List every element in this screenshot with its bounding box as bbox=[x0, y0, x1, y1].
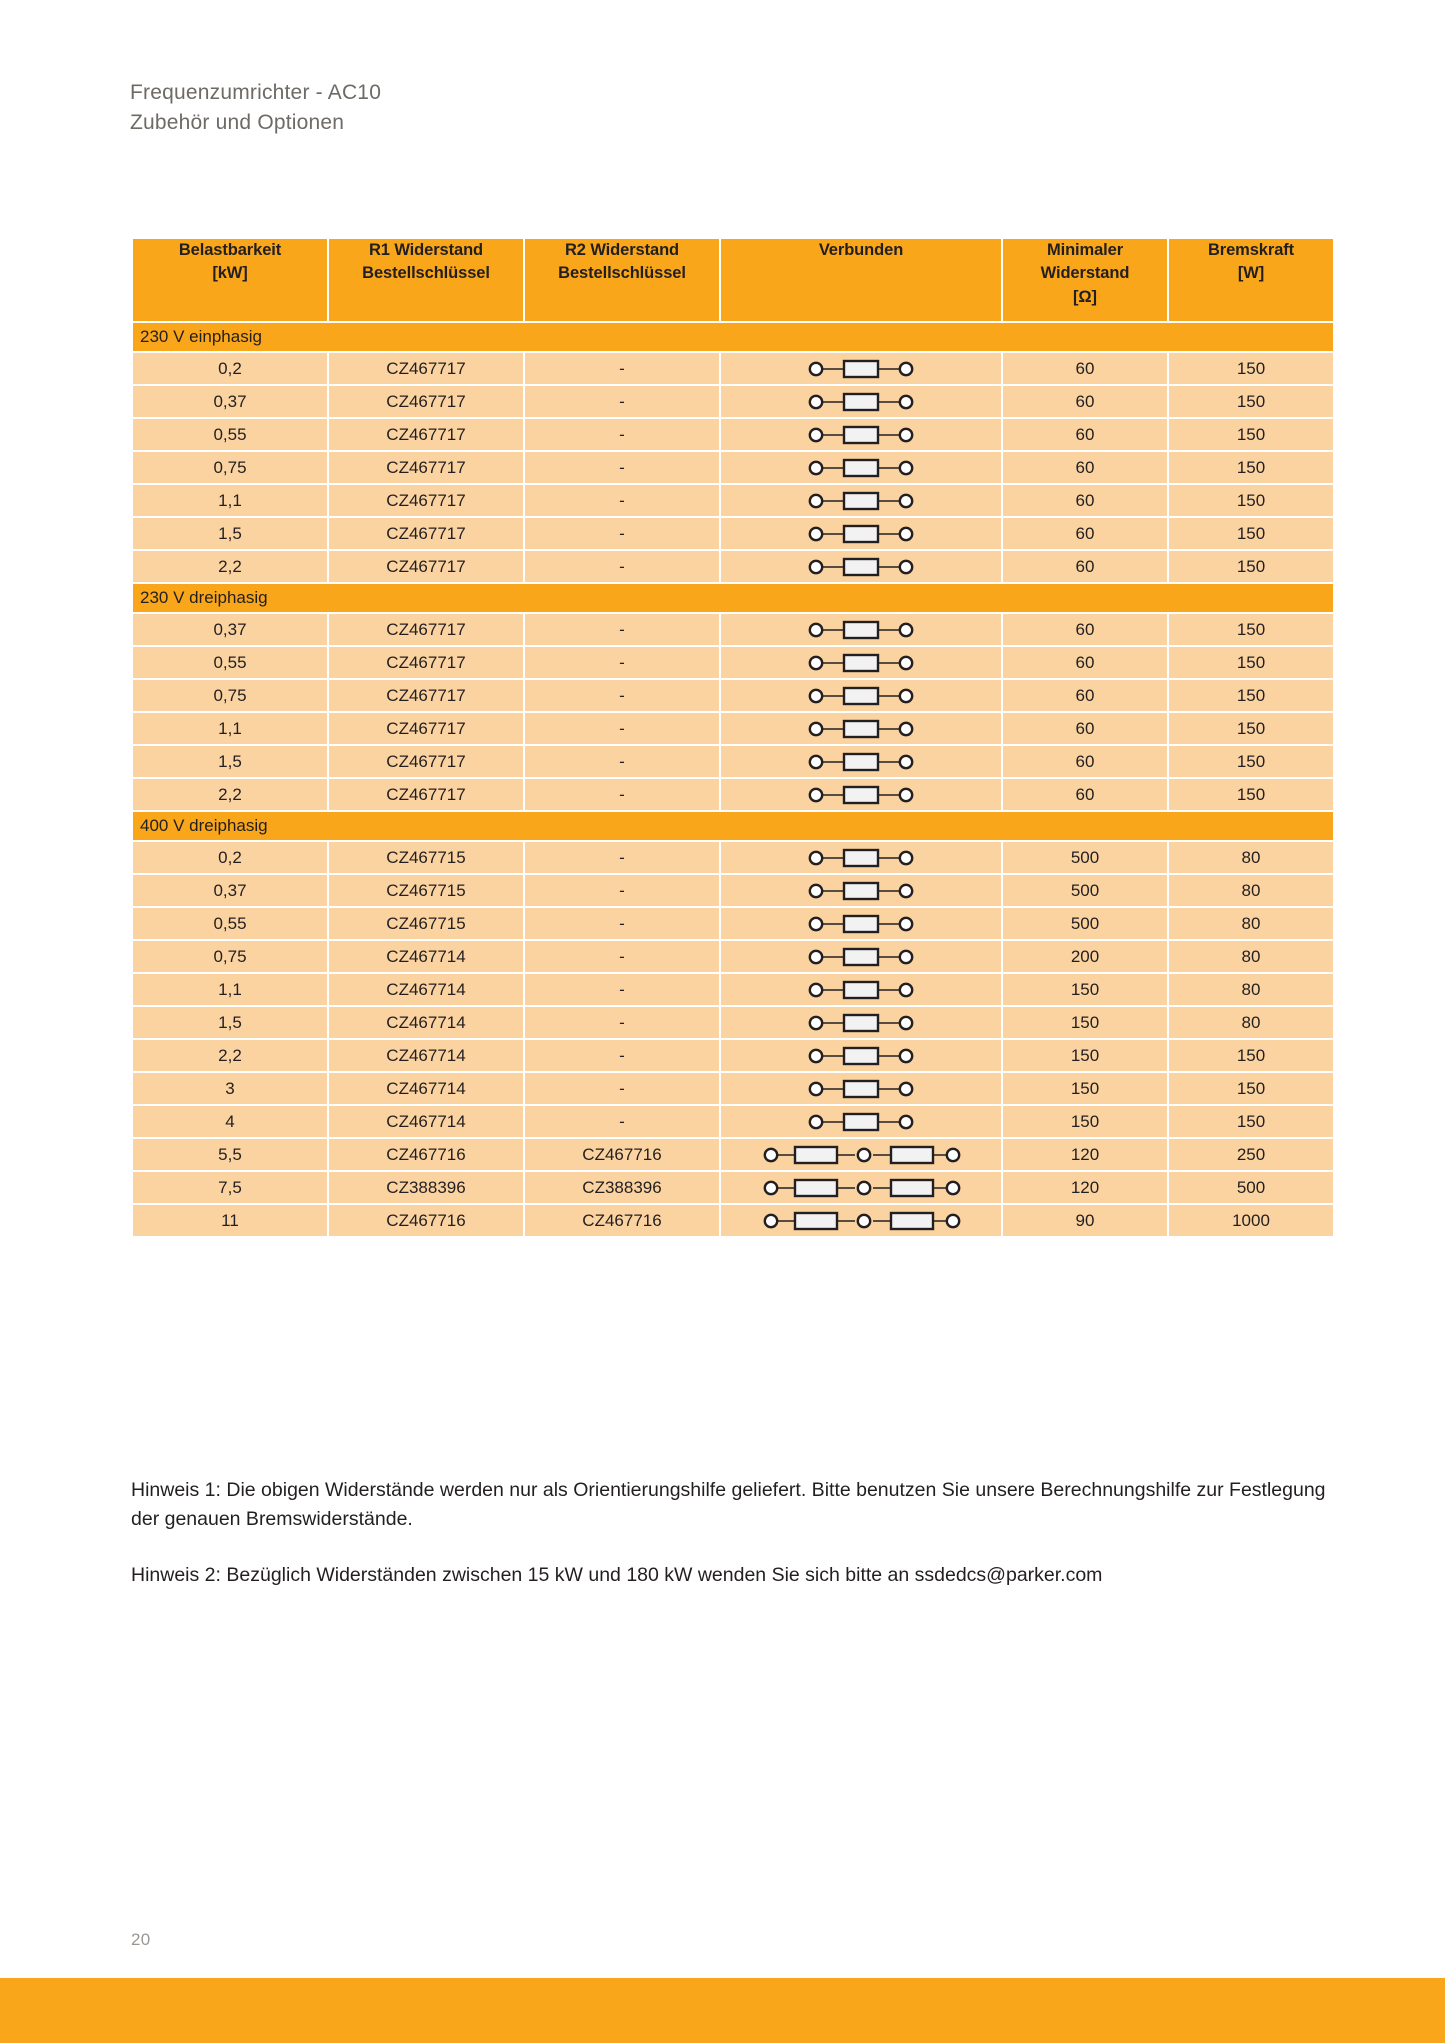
cell-r1-bestellschluessel: CZ467717 bbox=[329, 485, 523, 516]
cell-r2-bestellschluessel: - bbox=[525, 1040, 719, 1071]
cell-r2-bestellschluessel: - bbox=[525, 779, 719, 810]
cell-minimaler-widerstand: 150 bbox=[1003, 1007, 1167, 1038]
cell-verbunden bbox=[721, 518, 1001, 549]
table-row bbox=[133, 680, 1333, 711]
column-header-line: Bestellschlüssel bbox=[362, 264, 490, 283]
notes-block bbox=[131, 1476, 1331, 1590]
cell-r2-bestellschluessel: CZ467716 bbox=[525, 1205, 719, 1236]
cell-minimaler-widerstand: 60 bbox=[1003, 779, 1167, 810]
cell-bremskraft: 150 bbox=[1169, 713, 1333, 744]
table-section-row bbox=[133, 323, 1333, 351]
cell-r1-bestellschluessel: CZ467717 bbox=[329, 452, 523, 483]
cell-bremskraft: 80 bbox=[1169, 941, 1333, 972]
table-row bbox=[133, 1205, 1333, 1236]
cell-verbunden bbox=[721, 713, 1001, 744]
cell-r1-bestellschluessel: CZ467714 bbox=[329, 1040, 523, 1071]
cell-belastbarkeit: 7,5 bbox=[133, 1172, 327, 1203]
cell-minimaler-widerstand: 500 bbox=[1003, 842, 1167, 873]
column-header-line: [kW] bbox=[212, 264, 248, 283]
column-header-line: R1 Widerstand bbox=[368, 241, 484, 259]
cell-verbunden bbox=[721, 1205, 1001, 1236]
table-row bbox=[133, 746, 1333, 777]
resistor-symbol-single bbox=[806, 845, 916, 871]
cell-belastbarkeit: 1,1 bbox=[133, 485, 327, 516]
cell-verbunden bbox=[721, 1172, 1001, 1203]
cell-r1-bestellschluessel: CZ467715 bbox=[329, 875, 523, 906]
cell-verbunden bbox=[721, 779, 1001, 810]
cell-belastbarkeit: 4 bbox=[133, 1106, 327, 1137]
cell-minimaler-widerstand: 60 bbox=[1003, 419, 1167, 450]
cell-r1-bestellschluessel: CZ467715 bbox=[329, 908, 523, 939]
column-header-line: [W] bbox=[1237, 264, 1265, 283]
resistor-symbol-single bbox=[806, 944, 916, 970]
table-row bbox=[133, 386, 1333, 417]
resistor-symbol-single bbox=[806, 1010, 916, 1036]
column-header-line: Verbunden bbox=[818, 241, 904, 259]
cell-r2-bestellschluessel: - bbox=[525, 647, 719, 678]
resistor-symbol-single bbox=[806, 488, 916, 514]
table-row bbox=[133, 974, 1333, 1005]
column-header-line: Belastbarkeit bbox=[178, 241, 282, 259]
cell-r1-bestellschluessel: CZ467714 bbox=[329, 1106, 523, 1137]
cell-minimaler-widerstand: 150 bbox=[1003, 1073, 1167, 1104]
cell-verbunden bbox=[721, 485, 1001, 516]
table-row bbox=[133, 1139, 1333, 1170]
resistor-symbol-single bbox=[806, 1043, 916, 1069]
cell-r1-bestellschluessel: CZ467714 bbox=[329, 1073, 523, 1104]
table-header-row bbox=[133, 239, 1333, 321]
cell-bremskraft: 150 bbox=[1169, 419, 1333, 450]
cell-r2-bestellschluessel: - bbox=[525, 518, 719, 549]
cell-bremskraft: 150 bbox=[1169, 1106, 1333, 1137]
table-row bbox=[133, 1040, 1333, 1071]
cell-r1-bestellschluessel: CZ467717 bbox=[329, 353, 523, 384]
cell-bremskraft: 1000 bbox=[1169, 1205, 1333, 1236]
cell-bremskraft: 150 bbox=[1169, 1073, 1333, 1104]
cell-r1-bestellschluessel: CZ467717 bbox=[329, 746, 523, 777]
cell-verbunden bbox=[721, 1073, 1001, 1104]
cell-r2-bestellschluessel: - bbox=[525, 974, 719, 1005]
table-column-header bbox=[133, 239, 327, 321]
table-body bbox=[133, 323, 1333, 1236]
cell-minimaler-widerstand: 60 bbox=[1003, 353, 1167, 384]
cell-minimaler-widerstand: 90 bbox=[1003, 1205, 1167, 1236]
cell-belastbarkeit: 0,55 bbox=[133, 908, 327, 939]
cell-r2-bestellschluessel: - bbox=[525, 842, 719, 873]
cell-verbunden bbox=[721, 875, 1001, 906]
resistor-table bbox=[131, 237, 1335, 1238]
column-header-line: Bremskraft bbox=[1207, 241, 1295, 259]
cell-r2-bestellschluessel: - bbox=[525, 713, 719, 744]
page-header-title: Frequenzumrichter - AC10 bbox=[130, 81, 382, 104]
column-header-line: Widerstand bbox=[1040, 264, 1130, 283]
resistor-table-container bbox=[131, 237, 1319, 1238]
cell-r1-bestellschluessel: CZ467717 bbox=[329, 680, 523, 711]
cell-minimaler-widerstand: 120 bbox=[1003, 1139, 1167, 1170]
cell-verbunden bbox=[721, 974, 1001, 1005]
cell-bremskraft: 80 bbox=[1169, 842, 1333, 873]
table-row bbox=[133, 713, 1333, 744]
cell-r1-bestellschluessel: CZ467717 bbox=[329, 518, 523, 549]
cell-verbunden bbox=[721, 842, 1001, 873]
cell-belastbarkeit: 1,5 bbox=[133, 746, 327, 777]
resistor-symbol-double bbox=[761, 1142, 961, 1168]
cell-minimaler-widerstand: 500 bbox=[1003, 875, 1167, 906]
cell-verbunden bbox=[721, 680, 1001, 711]
table-column-header bbox=[525, 239, 719, 321]
cell-verbunden bbox=[721, 1139, 1001, 1170]
cell-r1-bestellschluessel: CZ467716 bbox=[329, 1205, 523, 1236]
cell-r1-bestellschluessel: CZ467717 bbox=[329, 713, 523, 744]
cell-belastbarkeit: 0,75 bbox=[133, 941, 327, 972]
cell-minimaler-widerstand: 60 bbox=[1003, 452, 1167, 483]
cell-verbunden bbox=[721, 647, 1001, 678]
cell-minimaler-widerstand: 60 bbox=[1003, 713, 1167, 744]
cell-bremskraft: 150 bbox=[1169, 485, 1333, 516]
cell-belastbarkeit: 1,1 bbox=[133, 713, 327, 744]
cell-verbunden bbox=[721, 353, 1001, 384]
resistor-symbol-double bbox=[761, 1175, 961, 1201]
cell-bremskraft: 150 bbox=[1169, 551, 1333, 582]
table-row bbox=[133, 875, 1333, 906]
note-paragraph: Hinweis 1: Die obigen Widerstände werden nur als Orientierungshilfe geliefert. Bitte benutzen Sie unsere Berechnungshilfe zur Festlegung der genauen Bremswiderstände. bbox=[131, 1479, 1326, 1530]
cell-belastbarkeit: 3 bbox=[133, 1073, 327, 1104]
resistor-symbol-single bbox=[806, 749, 916, 775]
cell-belastbarkeit: 0,2 bbox=[133, 842, 327, 873]
cell-r2-bestellschluessel: - bbox=[525, 551, 719, 582]
cell-r2-bestellschluessel: - bbox=[525, 452, 719, 483]
resistor-symbol-single bbox=[806, 1076, 916, 1102]
cell-belastbarkeit: 0,75 bbox=[133, 680, 327, 711]
resistor-symbol-single bbox=[806, 389, 916, 415]
cell-r2-bestellschluessel: - bbox=[525, 746, 719, 777]
cell-r2-bestellschluessel: CZ467716 bbox=[525, 1139, 719, 1170]
cell-bremskraft: 80 bbox=[1169, 1007, 1333, 1038]
resistor-symbol-single bbox=[806, 455, 916, 481]
cell-bremskraft: 150 bbox=[1169, 779, 1333, 810]
resistor-symbol-single bbox=[806, 521, 916, 547]
table-column-header bbox=[329, 239, 523, 321]
cell-verbunden bbox=[721, 1106, 1001, 1137]
cell-minimaler-widerstand: 60 bbox=[1003, 485, 1167, 516]
cell-bremskraft: 80 bbox=[1169, 974, 1333, 1005]
cell-belastbarkeit: 0,37 bbox=[133, 875, 327, 906]
cell-verbunden bbox=[721, 551, 1001, 582]
table-section-row bbox=[133, 812, 1333, 840]
page-number: 20 bbox=[131, 1930, 151, 1949]
table-row bbox=[133, 1073, 1333, 1104]
resistor-symbol-single bbox=[806, 911, 916, 937]
table-row bbox=[133, 908, 1333, 939]
cell-r1-bestellschluessel: CZ467717 bbox=[329, 386, 523, 417]
cell-bremskraft: 80 bbox=[1169, 875, 1333, 906]
bottom-brand-bar bbox=[0, 1978, 1445, 2043]
cell-verbunden bbox=[721, 746, 1001, 777]
cell-r2-bestellschluessel: - bbox=[525, 680, 719, 711]
cell-minimaler-widerstand: 60 bbox=[1003, 680, 1167, 711]
cell-belastbarkeit: 2,2 bbox=[133, 1040, 327, 1071]
table-section-title: 230 V dreiphasig bbox=[133, 584, 1333, 612]
cell-r1-bestellschluessel: CZ467717 bbox=[329, 779, 523, 810]
column-header-line: R2 Widerstand bbox=[564, 241, 680, 259]
cell-r2-bestellschluessel: - bbox=[525, 386, 719, 417]
cell-r2-bestellschluessel: - bbox=[525, 941, 719, 972]
cell-verbunden bbox=[721, 908, 1001, 939]
cell-r1-bestellschluessel: CZ467717 bbox=[329, 551, 523, 582]
resistor-symbol-single bbox=[806, 356, 916, 382]
cell-belastbarkeit: 5,5 bbox=[133, 1139, 327, 1170]
cell-minimaler-widerstand: 60 bbox=[1003, 386, 1167, 417]
column-header-line: Bestellschlüssel bbox=[558, 264, 686, 283]
cell-r1-bestellschluessel: CZ467716 bbox=[329, 1139, 523, 1170]
cell-r1-bestellschluessel: CZ467717 bbox=[329, 419, 523, 450]
cell-r2-bestellschluessel: - bbox=[525, 1106, 719, 1137]
table-row bbox=[133, 419, 1333, 450]
cell-bremskraft: 150 bbox=[1169, 1040, 1333, 1071]
cell-r2-bestellschluessel: - bbox=[525, 1073, 719, 1104]
cell-r1-bestellschluessel: CZ467717 bbox=[329, 614, 523, 645]
table-row bbox=[133, 779, 1333, 810]
resistor-symbol-double bbox=[761, 1208, 961, 1234]
cell-bremskraft: 150 bbox=[1169, 452, 1333, 483]
cell-belastbarkeit: 1,5 bbox=[133, 518, 327, 549]
resistor-symbol-single bbox=[806, 422, 916, 448]
cell-r2-bestellschluessel: - bbox=[525, 614, 719, 645]
table-section-title: 230 V einphasig bbox=[133, 323, 1333, 351]
table-row bbox=[133, 452, 1333, 483]
table-row bbox=[133, 1172, 1333, 1203]
table-section-title: 400 V dreiphasig bbox=[133, 812, 1333, 840]
cell-verbunden bbox=[721, 1007, 1001, 1038]
cell-belastbarkeit: 2,2 bbox=[133, 551, 327, 582]
cell-belastbarkeit: 0,55 bbox=[133, 419, 327, 450]
cell-r1-bestellschluessel: CZ467714 bbox=[329, 941, 523, 972]
cell-bremskraft: 250 bbox=[1169, 1139, 1333, 1170]
cell-bremskraft: 80 bbox=[1169, 908, 1333, 939]
table-row bbox=[133, 551, 1333, 582]
table-column-header bbox=[1003, 239, 1167, 321]
cell-r1-bestellschluessel: CZ467714 bbox=[329, 1007, 523, 1038]
cell-belastbarkeit: 0,2 bbox=[133, 353, 327, 384]
cell-r2-bestellschluessel: - bbox=[525, 353, 719, 384]
cell-r2-bestellschluessel: CZ388396 bbox=[525, 1172, 719, 1203]
table-row bbox=[133, 842, 1333, 873]
resistor-symbol-single bbox=[806, 977, 916, 1003]
table-row bbox=[133, 1007, 1333, 1038]
cell-verbunden bbox=[721, 419, 1001, 450]
column-header-line: [Ω] bbox=[1073, 287, 1097, 306]
table-column-header bbox=[1169, 239, 1333, 321]
cell-minimaler-widerstand: 60 bbox=[1003, 518, 1167, 549]
cell-minimaler-widerstand: 120 bbox=[1003, 1172, 1167, 1203]
cell-belastbarkeit: 2,2 bbox=[133, 779, 327, 810]
column-header-line: Minimaler bbox=[1046, 241, 1124, 259]
cell-r1-bestellschluessel: CZ388396 bbox=[329, 1172, 523, 1203]
cell-belastbarkeit: 11 bbox=[133, 1205, 327, 1236]
resistor-symbol-single bbox=[806, 1109, 916, 1135]
cell-belastbarkeit: 1,5 bbox=[133, 1007, 327, 1038]
cell-belastbarkeit: 0,75 bbox=[133, 452, 327, 483]
cell-minimaler-widerstand: 60 bbox=[1003, 647, 1167, 678]
table-row bbox=[133, 518, 1333, 549]
cell-belastbarkeit: 0,37 bbox=[133, 386, 327, 417]
cell-bremskraft: 150 bbox=[1169, 386, 1333, 417]
resistor-symbol-single bbox=[806, 716, 916, 742]
cell-r1-bestellschluessel: CZ467714 bbox=[329, 974, 523, 1005]
table-row bbox=[133, 614, 1333, 645]
cell-verbunden bbox=[721, 452, 1001, 483]
cell-bremskraft: 150 bbox=[1169, 746, 1333, 777]
page-header bbox=[130, 78, 381, 138]
table-section-row bbox=[133, 584, 1333, 612]
resistor-symbol-single bbox=[806, 782, 916, 808]
cell-r1-bestellschluessel: CZ467715 bbox=[329, 842, 523, 873]
cell-minimaler-widerstand: 150 bbox=[1003, 1106, 1167, 1137]
resistor-symbol-single bbox=[806, 554, 916, 580]
cell-minimaler-widerstand: 150 bbox=[1003, 974, 1167, 1005]
table-row bbox=[133, 485, 1333, 516]
table-row bbox=[133, 1106, 1333, 1137]
cell-bremskraft: 150 bbox=[1169, 647, 1333, 678]
resistor-symbol-single bbox=[806, 617, 916, 643]
cell-minimaler-widerstand: 60 bbox=[1003, 746, 1167, 777]
cell-minimaler-widerstand: 200 bbox=[1003, 941, 1167, 972]
cell-r2-bestellschluessel: - bbox=[525, 908, 719, 939]
cell-minimaler-widerstand: 500 bbox=[1003, 908, 1167, 939]
cell-bremskraft: 150 bbox=[1169, 518, 1333, 549]
page-header-subtitle: Zubehör und Optionen bbox=[130, 110, 345, 134]
cell-verbunden bbox=[721, 1040, 1001, 1071]
cell-belastbarkeit: 1,1 bbox=[133, 974, 327, 1005]
resistor-symbol-single bbox=[806, 650, 916, 676]
cell-verbunden bbox=[721, 614, 1001, 645]
cell-bremskraft: 150 bbox=[1169, 353, 1333, 384]
cell-r2-bestellschluessel: - bbox=[525, 485, 719, 516]
cell-verbunden bbox=[721, 941, 1001, 972]
table-row bbox=[133, 353, 1333, 384]
resistor-symbol-single bbox=[806, 683, 916, 709]
cell-bremskraft: 500 bbox=[1169, 1172, 1333, 1203]
cell-minimaler-widerstand: 60 bbox=[1003, 614, 1167, 645]
cell-minimaler-widerstand: 60 bbox=[1003, 551, 1167, 582]
cell-belastbarkeit: 0,55 bbox=[133, 647, 327, 678]
cell-belastbarkeit: 0,37 bbox=[133, 614, 327, 645]
table-row bbox=[133, 941, 1333, 972]
cell-bremskraft: 150 bbox=[1169, 680, 1333, 711]
cell-r2-bestellschluessel: - bbox=[525, 875, 719, 906]
cell-bremskraft: 150 bbox=[1169, 614, 1333, 645]
table-column-header bbox=[721, 239, 1001, 321]
table-row bbox=[133, 647, 1333, 678]
cell-r1-bestellschluessel: CZ467717 bbox=[329, 647, 523, 678]
table-header bbox=[133, 239, 1333, 321]
note-paragraph: Hinweis 2: Bezüglich Widerständen zwischen 15 kW und 180 kW wenden Sie sich bitte an ssdedcs@parker.com bbox=[131, 1564, 1103, 1587]
cell-r2-bestellschluessel: - bbox=[525, 419, 719, 450]
cell-verbunden bbox=[721, 386, 1001, 417]
cell-minimaler-widerstand: 150 bbox=[1003, 1040, 1167, 1071]
cell-r2-bestellschluessel: - bbox=[525, 1007, 719, 1038]
resistor-symbol-single bbox=[806, 878, 916, 904]
